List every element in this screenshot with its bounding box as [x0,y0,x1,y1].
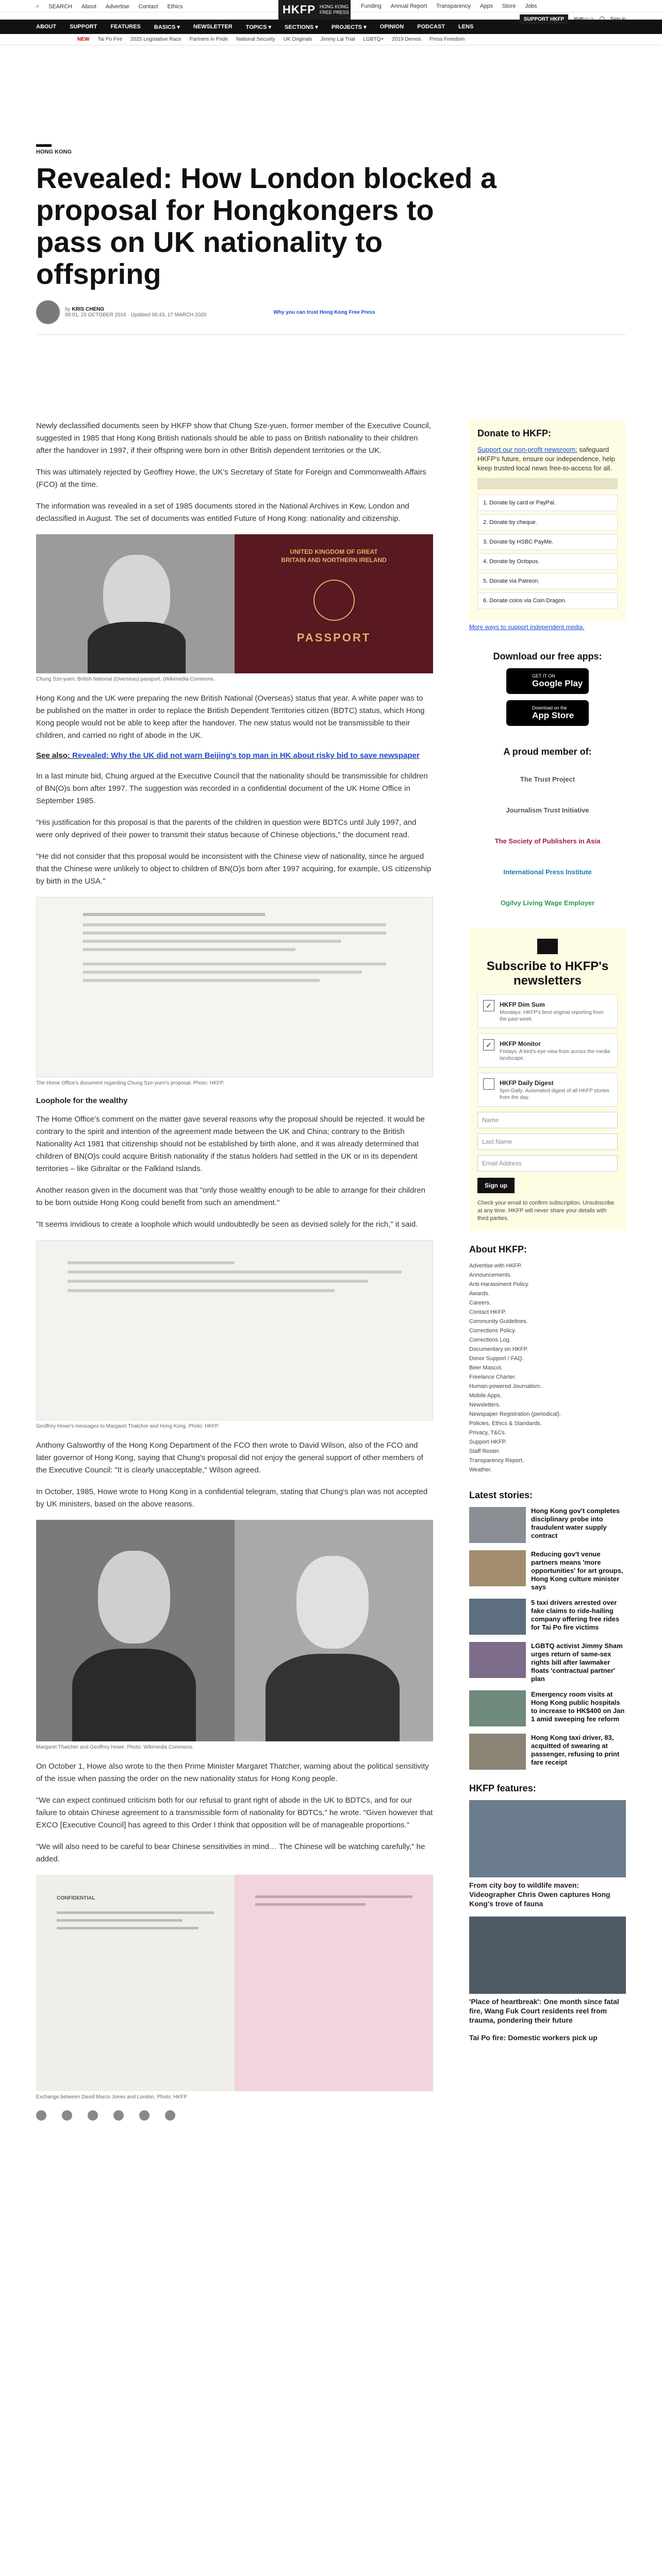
new-badge: NEW [77,37,90,42]
top-bar [0,0,662,23]
top-link[interactable]: About [81,3,96,10]
about-link[interactable]: Freelance Charter. [469,1374,517,1380]
nav-item[interactable]: SUPPORT [70,24,97,30]
linkedin-icon[interactable] [139,2110,150,2121]
about-link[interactable]: Transparency Report. [469,1458,524,1464]
about-link[interactable]: Awards. [469,1291,490,1297]
about-link[interactable]: Advertise with HKFP. [469,1263,522,1269]
passport-photo [235,534,433,673]
donate-box [469,420,626,620]
image-caption: Exchange between David Marco Jones and London. Photo: HKFP [36,2094,187,2100]
about-link[interactable]: Newspaper Registration (periodical). [469,1411,561,1417]
doc-stamp: CONFIDENTIAL [57,1895,95,1901]
passport-word: PASSPORT [296,631,371,644]
paragraph: Hong Kong and the UK were preparing the new British National (Overseas) status that year. A white paper was to be published on the matter in order to replace the British Dependent Territories citizen (BDTC) status, which Hong Kong people would not be able to keep after the handover. The new status would not be transmissible to their children, and carried no right of abode in the UK. [36,694,425,740]
article-title: Revealed: How London blocked a proposal for Hongkongers to pass on UK nationality to offspring [36,162,497,290]
see-also [36,751,433,760]
top-link[interactable]: Advertise [105,3,129,10]
image-caption: Chung Sze-yuen; British National (Overseas) passport. (Wikimedia Commons. [36,676,215,682]
newsletter-desc: Mondays: HKFP's best original reporting from the past week. [500,1010,604,1022]
image-caption: Geoffrey Howe's messages to Margaret Thatcher and Hong Kong. Photo: HKFP. [36,1423,220,1429]
trending-link[interactable]: National Security [236,37,275,42]
portrait-photo [36,534,235,673]
google-play-badge[interactable] [506,668,589,694]
top-link[interactable]: Contact [138,3,158,10]
nav-item[interactable]: PROJECTS ▾ [331,24,367,30]
trending-link[interactable]: 2025 Legislative Race [130,37,181,42]
feature-headline[interactable]: Tai Po fire: Domestic workers pick up [469,2033,598,2042]
about-link[interactable]: Privacy, T&Cs. [469,1430,506,1436]
paragraph: "He did not consider that this proposal would be inconsistent with the Chinese view of nationality, since he argued that the Chinese were unlikely to object to children of BN(O)s born after 1997 acquiring, for example, US citizenship by birth in the USA." [36,852,432,886]
story-thumbnail[interactable] [469,1690,526,1726]
about-link[interactable]: Staff Roster. [469,1448,501,1454]
donate-text: safeguard HKFP's future, ensure our independence, help keep trusted local news free-to-access for all. [477,446,615,472]
donate-option[interactable]: 2. Donate by cheque. [477,514,618,531]
sidebar [469,420,626,2050]
trending-link[interactable]: Tai Po Fire [97,37,123,42]
about-link[interactable]: Mobile Apps. [469,1393,502,1399]
donate-title: Donate to HKFP: [477,428,551,438]
see-also-label: See also: [36,751,70,760]
about-link[interactable]: Announcements. [469,1272,512,1278]
member-logo[interactable]: Journalism Trust Initiative [506,806,589,814]
about-link[interactable]: Corrections Policy. [469,1328,516,1334]
badge-big-text: App Store [532,710,574,720]
newsletter-box [469,928,626,1231]
paragraph: "We will also need to be careful to bear Chinese sensitivities in mind… The Chinese will be watching carefully," he added. [36,1842,425,1863]
top-link[interactable]: Apps [479,3,493,9]
story-item[interactable] [469,1642,626,1683]
paragraph: On October 1, Howe also wrote to the then Prime Minister Margaret Thatcher, warning about the political sensitivity of the issue when passing the order on the new nationality status for Hong Kong people. [36,1762,429,1783]
telegram-icon[interactable] [113,2110,124,2121]
features-section [469,1783,626,2042]
article-body [36,420,433,2121]
donate-option[interactable]: 5. Donate via Patreon. [477,573,618,589]
badge-small-text: GET IT ON [532,673,555,679]
feature-image[interactable] [469,1917,626,1994]
story-headline[interactable]: LGBTQ activist Jimmy Sham urges return of same-sex rights bill after lawmaker floats 'contractual partner' plan [531,1642,623,1683]
checkbox[interactable] [483,1078,494,1090]
checkbox[interactable]: ✓ [483,1039,494,1050]
badge-big-text: Google Play [532,679,583,688]
about-link[interactable]: Anti-Harassment Policy. [469,1281,529,1287]
last-name-field[interactable]: Last Name [477,1133,618,1150]
about-title: About HKFP: [469,1244,527,1255]
badge-small-text: Download on the [532,705,567,710]
member-logo[interactable]: The Trust Project [520,775,575,783]
photo-thatcher-howe [36,1520,433,1741]
story-item[interactable] [469,1690,626,1726]
story-thumbnail[interactable] [469,1550,526,1586]
story-item[interactable] [469,1550,626,1591]
byline: by KRIS CHENG 09:01, 23 OCTOBER 2016 · Updated 06:43, 17 MARCH 2020 Why you can trust Hong Kong Free Press [36,300,626,324]
story-item[interactable] [469,1734,626,1770]
photo-howe-messages [36,1240,433,1420]
donate-option[interactable]: 3. Donate by HSBC PayMe. [477,534,618,550]
paragraph: "His justification for this proposal is that the parents of the children in question were BDTCs until July 1997, and were only deprived of their power to transmit their status because of Chinese objections," the document read. [36,818,417,839]
donate-link[interactable]: Support our non-profit newsroom: [477,446,577,453]
story-item[interactable] [469,1507,626,1543]
document-page [36,1875,235,2091]
about-link[interactable]: Corrections Log. [469,1337,511,1343]
newsletter-title: Subscribe to HKFP's newsletters [486,959,609,988]
signup-button[interactable]: Sign up [477,1178,515,1193]
photo-exchange-docs [36,1875,433,2091]
about-link[interactable]: Human-powered Journalism. [469,1383,542,1389]
member-title: A proud member of: [503,747,592,757]
nav-item[interactable]: BASICS ▾ [154,24,180,30]
logo-text: HONG KONG FREE PRESS [319,4,349,15]
feature-item[interactable] [469,1800,626,1908]
member-logo[interactable]: The Society of Publishers in Asia [494,837,601,845]
thatcher-photo [36,1520,235,1741]
story-headline[interactable]: 5 taxi drivers arrested over fake claims to ride-hailing company offering free rides for Tai Po fire victims [531,1599,620,1631]
email-field[interactable]: Email Address [477,1155,618,1172]
trending-link[interactable]: Press Freedom [429,37,465,42]
paragraph: In October, 1985, Howe wrote to Hong Kong in a confidential telegram, stating that Chung's plan was not accepted by UK ministers, based on the above reasons. [36,1487,428,1509]
search-link[interactable]: SEARCH [48,3,73,10]
top-link[interactable]: Transparency [436,3,471,9]
apps-title: Download our free apps: [493,651,602,662]
crest-icon [313,580,355,621]
top-link[interactable]: Ethics [167,3,183,10]
story-headline[interactable]: Reducing gov't venue partners means 'more opportunities' for art groups, Hong Kong culture minister says [531,1550,623,1591]
donate-option[interactable]: 6. Donate coins via Coin Dragon. [477,592,618,609]
about-link[interactable]: Documentary on HKFP. [469,1346,528,1352]
top-link[interactable]: Store [502,3,516,9]
checkbox[interactable]: ✓ [483,1000,494,1011]
donate-option[interactable]: 4. Donate by Octopus. [477,553,618,570]
nav-item[interactable]: OPINION [379,24,404,30]
feature-item[interactable] [469,2033,626,2042]
newsletter-option[interactable] [477,1073,618,1107]
story-thumbnail[interactable] [469,1642,526,1678]
paragraph: Newly declassified documents seen by HKFP show that Chung Sze-yuen, former member of the Executive Council, suggested in 1985 that Hong Kong British nationals should be able to pass on British nationality to their children after the handover in 1997, if their offspring were born in other British dependent territories or the UK. [36,421,431,455]
newsletter-option[interactable] [477,1033,618,1067]
author-name[interactable]: KRIS CHENG [72,307,105,312]
article-header [36,144,626,335]
top-link[interactable]: Funding [361,3,382,9]
paragraph: Anthony Galsworthy of the Hong Kong Department of the FCO then wrote to David Wilson, also of the FCO and later governor of Hong Kong, saying that Chung's proposal did not enjoy the general support of other members of the Executive Council: "It is clearly unacceptable," Wilson agreed. [36,1441,423,1475]
trending-link[interactable]: Jimmy Lai Trial [320,37,355,42]
paragraph: "It seems invidious to create a loophole which would undoubtedly be seen as devised solely for the rich," it said. [36,1220,418,1229]
howe-photo [235,1520,433,1741]
story-thumbnail[interactable] [469,1599,526,1635]
trust-link[interactable]: Why you can trust Hong Kong Free Press [273,309,375,315]
newsletter-name: HKFP Monitor [500,1040,541,1047]
nav-item[interactable]: FEATURES [110,24,141,30]
about-link[interactable]: Community Guidelines. [469,1318,528,1325]
divider [36,334,626,335]
trending-link[interactable]: UK Originals [283,37,312,42]
nav-item[interactable]: SECTIONS ▾ [285,24,318,30]
about-section [469,1244,626,1475]
language-switch[interactable]: 繁體中文 [573,18,594,23]
pink-document-page [235,1875,433,2091]
story-item[interactable] [469,1599,626,1635]
newsletter-desc: Fridays: A bird's-eye view from across the media landscape. [500,1049,610,1061]
section-heading: Loophole for the wealthy [36,1096,128,1105]
member-logo[interactable]: Ogilvy Living Wage Employer [500,899,595,907]
paragraph: In a last minute bid, Chung argued at the Executive Council that the nationality should be transmissible for children of BN(O)s born after 1997. The suggestion was recorded in a confidential document of the UK Home Office in September 1985. [36,772,428,805]
newsletter-name: HKFP Dim Sum [500,1001,545,1008]
about-link[interactable]: Policies, Ethics & Standards. [469,1420,542,1427]
image-caption: The Home Office's document regarding Chung Sze-yuen's proposal. Photo: HKFP. [36,1080,224,1086]
story-headline[interactable]: Emergency room visits at Hong Kong public hospitals to increase to HK$400 on Jan 1 amid sweeping fee reform [531,1690,625,1723]
photo-chung-passport [36,534,433,673]
nav-item[interactable]: PODCAST [417,24,445,30]
passport-text: UNITED KINGDOM OF GREAT BRITAIN AND NORTHERN IRELAND [281,548,387,564]
envelope-icon [537,939,558,954]
latest-stories [469,1490,626,1770]
image-caption: Margaret Thatcher and Geoffrey Howe. Photo: Wikimedia Commons. [36,1744,194,1750]
about-link[interactable]: Newsletters. [469,1402,501,1408]
search-icon[interactable]: ⌕ [36,3,40,9]
feature-headline[interactable]: 'Place of heartbreak': One month since fatal fire, Wang Fuk Court residents reel from trauma, pondering their future [469,1997,619,2024]
author-avatar [36,300,60,324]
trending-link[interactable]: 2019 Demos [392,37,421,42]
signin-link[interactable]: Sign in [610,16,626,22]
top-link[interactable]: Jobs [525,3,537,9]
paragraph: Another reason given in the document was that "only those wealthy enough to be able to arrange for their children to be born outside Hong Kong could benefit from such an amendment." [36,1186,425,1207]
trending-bar [0,34,662,45]
about-link[interactable]: Donor Support / FAQ. [469,1355,524,1362]
support-button[interactable]: SUPPORT HKFP [520,14,568,24]
share-bar [36,2110,433,2121]
logo-mark: HKFP [283,3,316,16]
nav-item[interactable]: NEWSLETTER [193,24,233,30]
story-headline[interactable]: Hong Kong taxi driver, 83, acquitted of swearing at passenger, refusing to print fare receipt [531,1734,620,1766]
feature-item[interactable] [469,1917,626,2025]
trending-link[interactable]: LGBTQ+ [363,37,384,42]
email-icon[interactable] [165,2110,175,2121]
trending-link[interactable]: Partners in Pride [189,37,228,42]
paragraph: "We can expect continued criticism both for our refusal to grant right of abode in the UK to BDTCs, and for our failure to obtain Chinese agreement to a transmissible form of nationality for BDTCs," he wrote. "Given however that EXCO [Executive Council] has agreed to this Order I think that opposition will be of manageable proportions." [36,1796,433,1829]
about-link[interactable]: Contact HKFP. [469,1309,506,1315]
about-link[interactable]: Beer Mascot. [469,1365,503,1371]
story-thumbnail[interactable] [469,1734,526,1770]
photo-home-office-doc [36,897,433,1077]
app-store-badge[interactable] [506,700,589,726]
story-thumbnail[interactable] [469,1507,526,1543]
publish-dates: 09:01, 23 OCTOBER 2016 · Updated 06:43, 17 MARCH 2020 [65,312,207,318]
latest-title: Latest stories: [469,1490,533,1500]
about-link[interactable]: Careers. [469,1300,491,1306]
name-field[interactable]: Name [477,1112,618,1128]
donate-options [477,495,618,609]
features-title: HKFP features: [469,1783,536,1793]
feature-image[interactable] [469,1800,626,1877]
story-headline[interactable]: Hong Kong gov't completes disciplinary probe into fraudulent water supply contract [531,1507,620,1539]
payment-icons [477,478,618,489]
newsletter-option[interactable] [477,994,618,1028]
see-also-link[interactable]: Revealed: Why the UK did not warn Beijing's top man in HK about risky bid to save newspaper [72,751,420,760]
twitter-icon[interactable] [62,2110,72,2121]
top-link[interactable]: Annual Report [390,3,427,9]
user-icon[interactable]: ◯ [599,16,605,22]
newsletter-note: Check your email to confirm subscription. Unsubscribe at any time. HKFP will never share your details with third parties. [477,1200,615,1222]
whatsapp-icon[interactable] [88,2110,98,2121]
paragraph: The information was revealed in a set of 1985 documents stored in the National Archives in Kew, London and declassified in August. The set of documents was entitled Future of Hong Kong: nationality and citizenship. [36,502,409,523]
paragraph: The Home Office's comment on the matter gave several reasons why the proposal should be rejected. It would be contrary to the spirit and intention of the agreement made between the UK and China; contrary to the British Nationality Act 1981 that citizenship should not be established by birth alone, and it was already determined that children of BN(O)s could acquire British nationality if the status holders had settled in the UK or in its dependent territories – like Gibraltar or the Falkland Islands. [36,1115,425,1173]
member-logo[interactable]: International Press Institute [503,868,592,876]
paragraph: This was ultimately rejected by Geoffrey Howe, the UK's Secretary of State for Foreign and Commonwealth Affairs (FCO) at the time. [36,468,426,489]
about-link[interactable]: Weather. [469,1467,492,1473]
feature-headline[interactable]: From city boy to wildlife maven: Videographer Chris Owen captures Hong Kong's trove of fauna [469,1881,610,1908]
facebook-icon[interactable] [36,2110,46,2121]
category-label[interactable]: HONG KONG [36,144,52,155]
site-logo[interactable] [278,0,351,20]
nav-item[interactable]: TOPICS ▾ [245,24,272,30]
more-ways-link[interactable]: More ways to support independent media. [469,623,585,631]
newsletter-name: HKFP Daily Digest [500,1079,554,1087]
about-link[interactable]: Support HKFP. [469,1439,507,1445]
donate-option[interactable]: 1. Donate by card or PayPal. [477,495,618,511]
newsletter-desc: 5pm Daily: Automated digest of all HKFP stories from the day. [500,1088,609,1100]
nav-item[interactable]: ABOUT [36,24,57,30]
nav-item[interactable]: LENS [458,24,474,30]
